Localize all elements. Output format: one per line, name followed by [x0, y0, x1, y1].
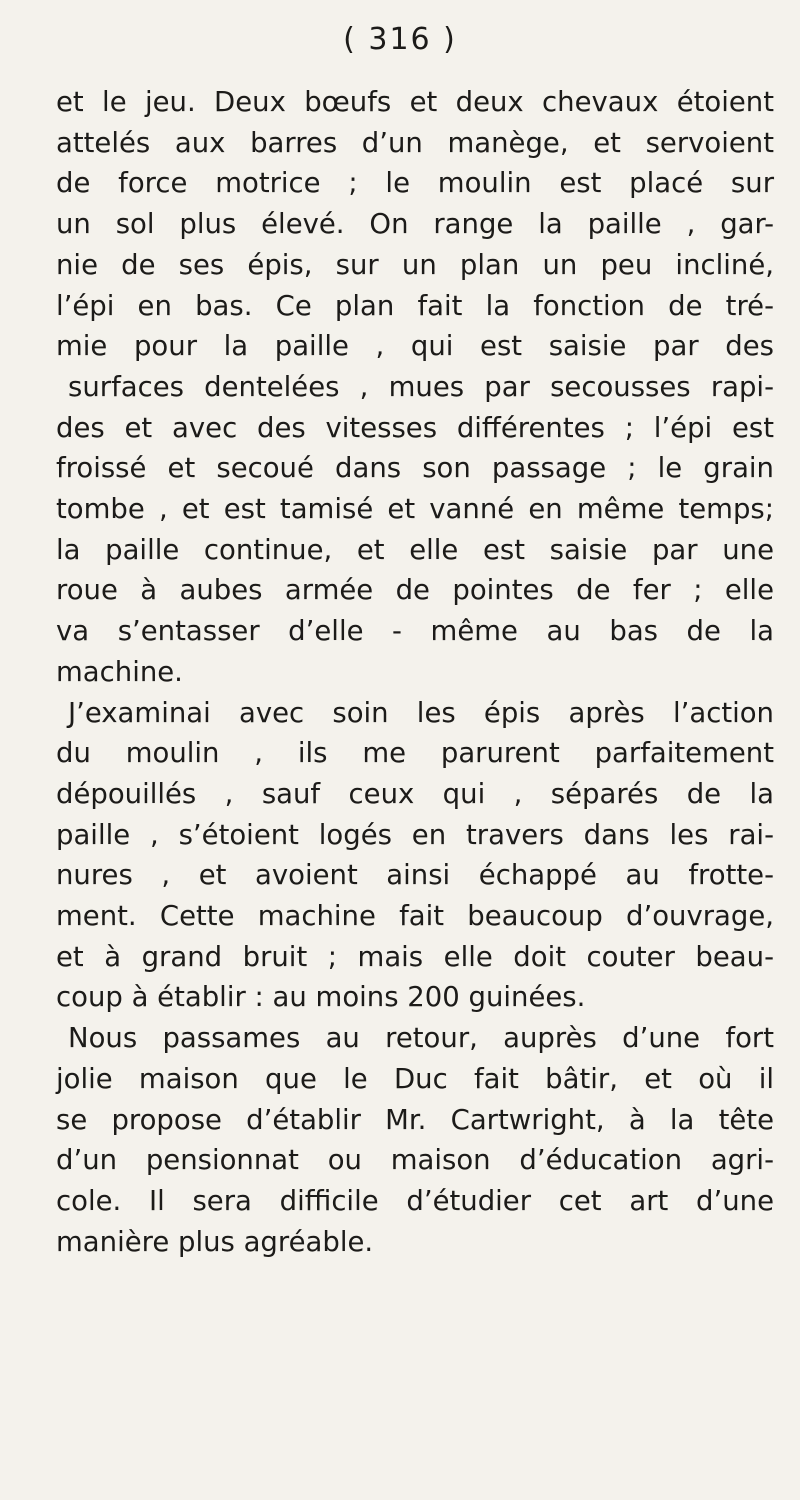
text-line: coup à établir : au moins 200 guinées. — [56, 981, 586, 1014]
body-text — [56, 82, 774, 1262]
text-line: nie de ses épis, sur un plan un peu incliné, — [56, 248, 774, 281]
text-line: machine. — [56, 655, 183, 688]
text-line: et à grand bruit ; mais elle doit couter beau- — [56, 940, 774, 973]
text-line: mie pour la paille , qui est saisie par des — [56, 330, 774, 363]
text-line: Nous passames au retour, auprès d’une fort — [68, 1022, 774, 1055]
text-line: l’épi en bas. Ce plan fait la fonction de tré- — [56, 289, 774, 322]
text-line: surfaces dentelées , mues par secousses rapi- — [68, 370, 774, 403]
text-line: ment. Cette machine fait beaucoup d’ouvrage, — [56, 900, 774, 933]
text-line: un sol plus élevé. On range la paille , gar- — [56, 208, 774, 241]
text-line: froissé et secoué dans son passage ; le grain — [56, 452, 774, 485]
text-line: des et avec des vitesses différentes ; l’épi est — [56, 411, 774, 444]
text-line: nures , et avoient ainsi échappé au frotte- — [56, 859, 774, 892]
text-line: J’examinai avec soin les épis après l’action — [68, 696, 774, 729]
text-line: paille , s’étoient logés en travers dans les rai- — [56, 818, 774, 851]
text-line: d’un pensionnat ou maison d’éducation agri- — [56, 1144, 774, 1177]
text-line: et le jeu. Deux bœufs et deux chevaux étoient — [56, 86, 774, 118]
text-line: manière plus agréable. — [56, 1225, 374, 1258]
text-line: la paille continue, et elle est saisie par une — [56, 533, 774, 566]
page-number: ( 316 ) — [343, 22, 457, 57]
text-line: de force motrice ; le moulin est placé sur — [56, 167, 774, 200]
text-line: tombe , et est tamisé et vanné en même temps; — [56, 493, 774, 526]
text-line: va s’entasser d’elle - même au bas de la — [56, 615, 774, 648]
text-line: roue à aubes armée de pointes de fer ; elle — [56, 574, 774, 607]
text-line: se propose d’établir Mr. Cartwright, à la tête — [56, 1103, 774, 1136]
text-line: dépouillés , sauf ceux qui , séparés de la — [56, 777, 774, 810]
text-line: cole. Il sera difficile d’étudier cet art d’une — [56, 1184, 774, 1217]
text-line: attelés aux barres d’un manège, et servoient — [56, 126, 774, 159]
text-line: jolie maison que le Duc fait bâtir, et où il — [56, 1062, 774, 1095]
text-line: du moulin , ils me parurent parfaitement — [56, 737, 774, 770]
